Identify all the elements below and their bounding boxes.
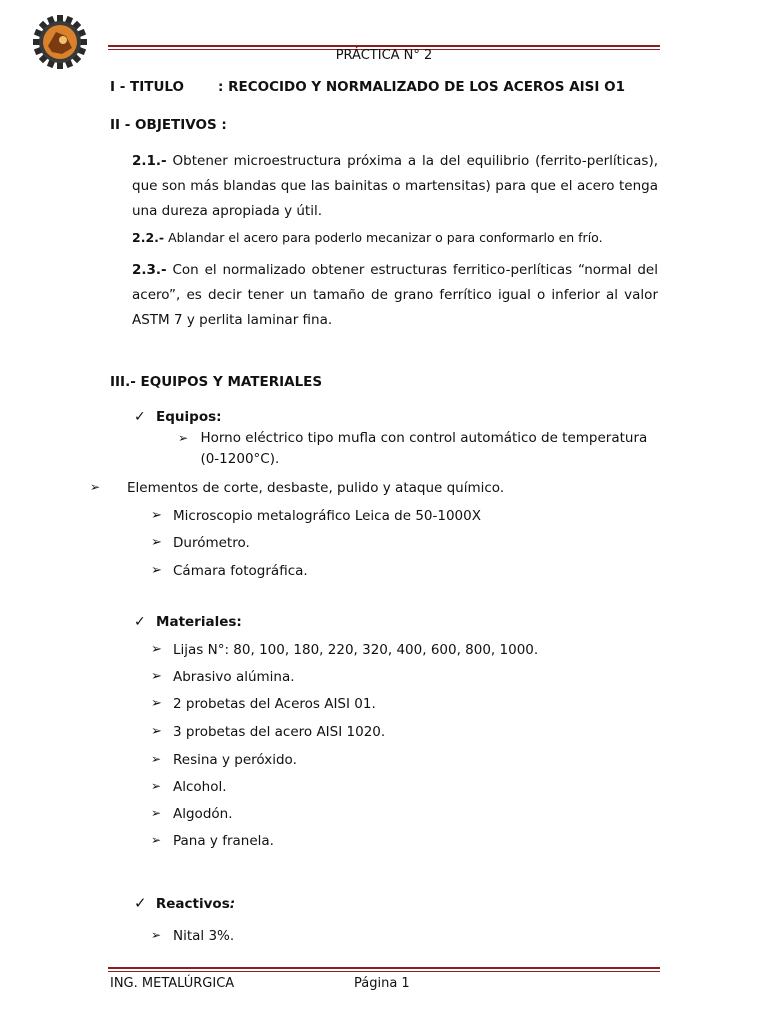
list-item bbox=[151, 669, 295, 685]
objetivo-2-3 bbox=[132, 258, 658, 333]
footer-page-number: Página 1 bbox=[354, 976, 410, 991]
list-item bbox=[151, 779, 227, 795]
list-item-text: Microscopio metalográfico Leica de 50-1000X bbox=[173, 508, 481, 524]
objetivo-2-2 bbox=[132, 225, 658, 250]
arrow-bullet-icon: ➢ bbox=[151, 535, 162, 550]
list-item bbox=[178, 428, 658, 470]
arrow-bullet-icon: ➢ bbox=[151, 669, 162, 684]
objetivos-label: II - OBJETIVOS : bbox=[110, 117, 227, 133]
arrow-bullet-icon: ➢ bbox=[151, 833, 162, 847]
arrow-bullet-icon: ➢ bbox=[90, 480, 101, 494]
materiales-label: Materiales: bbox=[156, 614, 242, 630]
list-item bbox=[151, 535, 250, 551]
arrow-bullet-icon: ➢ bbox=[151, 642, 162, 657]
list-item-text: Elementos de corte, desbaste, pulido y ataque químico. bbox=[127, 480, 505, 496]
list-item-text: Horno eléctrico tipo mufla con control automático de temperatura (0-1200°C). bbox=[200, 430, 648, 467]
list-item-text: Lijas N°: 80, 100, 180, 220, 320, 400, 600, 800, 1000. bbox=[173, 642, 539, 658]
arrow-bullet-icon: ➢ bbox=[151, 779, 162, 793]
institution-logo bbox=[28, 14, 92, 70]
arrow-bullet-icon: ➢ bbox=[178, 431, 189, 445]
list-item bbox=[151, 752, 297, 768]
list-item bbox=[151, 508, 481, 524]
equipos-label: Equipos: bbox=[156, 409, 222, 425]
list-item bbox=[151, 806, 233, 822]
list-item-text: 3 probetas del acero AISI 1020. bbox=[173, 724, 386, 740]
list-item bbox=[90, 480, 650, 496]
reactivos-colon: : bbox=[229, 896, 236, 912]
list-item-text: Alcohol. bbox=[173, 779, 227, 795]
list-item-text: Abrasivo alúmina. bbox=[173, 669, 295, 685]
list-item bbox=[151, 928, 234, 944]
objetivo-text: Obtener microestructura próxima a la del equilibrio (ferrito-perlíticas), que son más blandas que las bainitas o martensitas) para que el acero tenga una dureza apropiada y útil. bbox=[132, 153, 659, 219]
objetivo-number: 2.1.- bbox=[132, 153, 167, 169]
arrow-bullet-icon: ➢ bbox=[151, 806, 162, 820]
section-heading-equipos-materiales: III.- EQUIPOS Y MATERIALES bbox=[110, 374, 323, 390]
check-icon: ✓ bbox=[134, 614, 146, 630]
list-item-text: Algodón. bbox=[173, 806, 233, 822]
objetivo-number: 2.3.- bbox=[132, 262, 167, 278]
list-item-text: Nital 3%. bbox=[173, 928, 235, 944]
list-item-text: 2 probetas del Aceros AISI 01. bbox=[173, 696, 376, 712]
materiales-subheading bbox=[134, 614, 242, 630]
list-item-text: Cámara fotográfica. bbox=[173, 563, 308, 579]
titulo-value: : RECOCIDO Y NORMALIZADO DE LOS ACEROS AISI O1 bbox=[218, 79, 625, 95]
objetivo-text: Ablandar el acero para poderlo mecanizar o para conformarlo en frío. bbox=[168, 230, 603, 245]
equipos-subheading bbox=[134, 409, 222, 425]
list-item bbox=[151, 833, 274, 849]
list-item-text: Resina y peróxido. bbox=[173, 752, 297, 768]
list-item bbox=[151, 642, 538, 658]
titulo-label: I - TITULO bbox=[110, 79, 185, 95]
arrow-bullet-icon: ➢ bbox=[151, 563, 162, 578]
objetivo-text: Con el normalizado obtener estructuras ferritico-perlíticas “normal del acero”, es decir tener un tamaño de grano ferrítico igual o inferior al valor ASTM 7 y perlita laminar fina. bbox=[132, 262, 658, 328]
check-icon: ✓ bbox=[134, 894, 147, 912]
objetivo-number: 2.2.- bbox=[132, 230, 165, 245]
reactivos-subheading bbox=[134, 894, 235, 912]
footer-rule bbox=[108, 967, 660, 972]
list-item bbox=[151, 563, 308, 579]
arrow-bullet-icon: ➢ bbox=[151, 724, 162, 739]
arrow-bullet-icon: ➢ bbox=[151, 508, 162, 523]
arrow-bullet-icon: ➢ bbox=[151, 696, 162, 711]
check-icon: ✓ bbox=[134, 409, 146, 425]
footer-department: ING. METALÚRGICA bbox=[110, 976, 235, 991]
page-header-title: PRÁCTICA N° 2 bbox=[335, 48, 433, 63]
arrow-bullet-icon: ➢ bbox=[151, 928, 162, 942]
list-item-text: Durómetro. bbox=[173, 535, 250, 551]
list-item-text: Pana y franela. bbox=[173, 833, 274, 849]
arrow-bullet-icon: ➢ bbox=[151, 752, 162, 766]
list-item bbox=[151, 724, 385, 740]
list-item bbox=[151, 696, 376, 712]
reactivos-label: Reactivos bbox=[155, 896, 230, 912]
objetivo-2-1 bbox=[132, 149, 658, 224]
